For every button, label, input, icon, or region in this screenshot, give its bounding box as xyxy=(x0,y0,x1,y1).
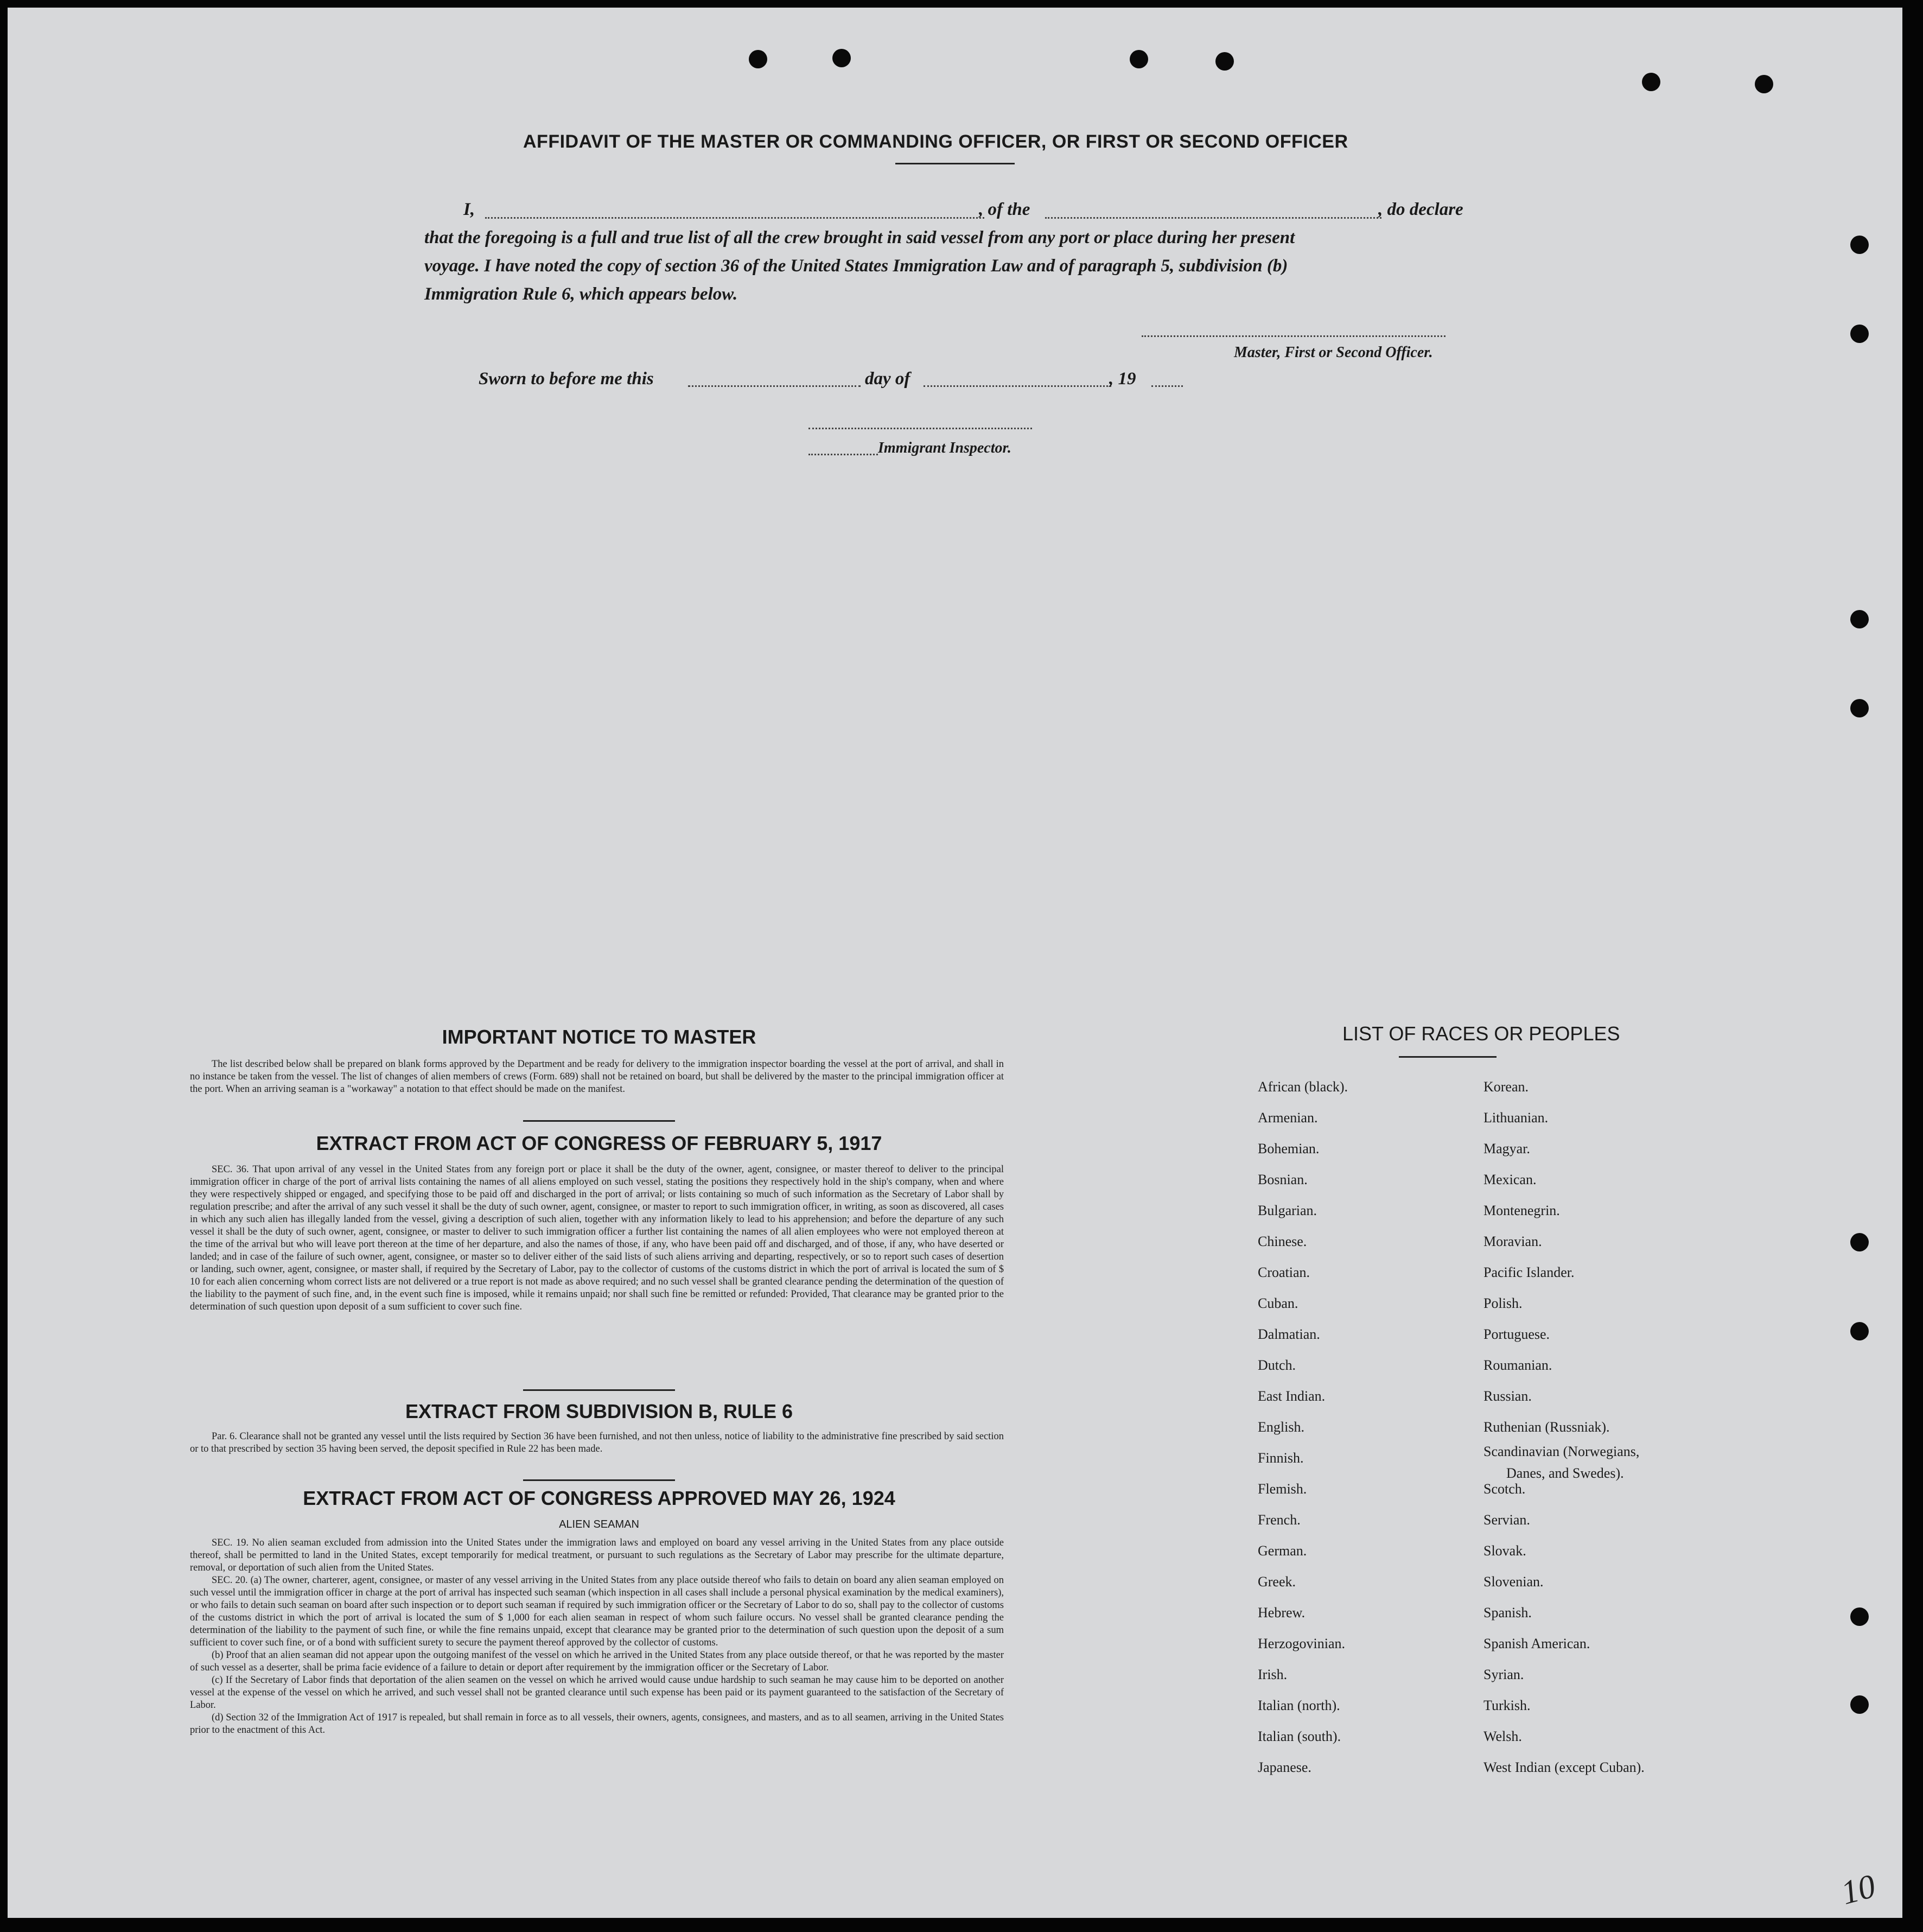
inspector-label: Immigrant Inspector. xyxy=(878,440,1011,456)
punch-hole xyxy=(1755,75,1773,93)
punch-hole xyxy=(1850,1233,1869,1251)
race-item: Welsh. xyxy=(1483,1728,1522,1744)
sworn-year-blank[interactable] xyxy=(1151,385,1183,387)
sworn-day-blank[interactable] xyxy=(688,385,861,387)
affidavit-body-1: that the foregoing is a full and true list of all the crew brought in said vessel from any port or place during her present xyxy=(424,228,1295,247)
race-item: German. xyxy=(1258,1543,1307,1559)
punch-hole xyxy=(1850,325,1869,343)
divider xyxy=(523,1120,675,1122)
race-item: Portuguese. xyxy=(1483,1326,1550,1342)
race-item: Croatian. xyxy=(1258,1264,1310,1280)
affidavit-i-label: I, xyxy=(463,200,475,219)
extract-1924-title: EXTRACT FROM ACT OF CONGRESS APPROVED MAY 26, 1924 xyxy=(303,1487,895,1509)
race-item: East Indian. xyxy=(1258,1388,1326,1404)
race-item: Ruthenian (Russniak). xyxy=(1483,1419,1610,1435)
race-item: Greek. xyxy=(1258,1574,1296,1590)
race-item: Hebrew. xyxy=(1258,1605,1306,1620)
master-signature-label: Master, First or Second Officer. xyxy=(1234,344,1433,361)
sec-20d: (d) Section 32 of the Immigration Act of 1917 is repealed, but shall remain in force as to all vessels, their owners, agents, consignees, and masters, and as to all seamen, arriving in the United States prior to the enactment of this Act. xyxy=(190,1712,1004,1736)
punch-hole xyxy=(1850,610,1869,628)
race-item: Cuban. xyxy=(1258,1295,1298,1311)
race-item: Syrian. xyxy=(1483,1667,1524,1682)
race-item: Servian. xyxy=(1483,1512,1530,1528)
punch-hole xyxy=(1130,50,1148,68)
punch-hole xyxy=(1850,699,1869,717)
extract-1924-text xyxy=(190,1537,1004,1737)
race-item: Korean. xyxy=(1483,1079,1529,1095)
sworn-label: Sworn to before me this xyxy=(479,369,654,389)
year-prefix: , 19 xyxy=(1109,369,1136,389)
race-item: English. xyxy=(1258,1419,1304,1435)
extract-1917-title: EXTRACT FROM ACT OF CONGRESS OF FEBRUARY 5, 1917 xyxy=(316,1132,882,1154)
punch-hole xyxy=(1850,236,1869,254)
race-item: Flemish. xyxy=(1258,1481,1307,1497)
race-item: Spanish. xyxy=(1483,1605,1532,1620)
race-item: Moravian. xyxy=(1483,1234,1542,1249)
extract-rule6-text: Par. 6. Clearance shall not be granted any vessel until the lists required by Section 36 have been furnished, and not then unless, notice of liability to the administrative fine prescribed by said section or to that prescribed by section 35 having been served, the deposit specified in Rule 22 has been made. xyxy=(190,1431,1004,1454)
affidavit-body-3: Immigration Rule 6, which appears below. xyxy=(424,284,738,304)
race-item: French. xyxy=(1258,1512,1301,1528)
punch-hole xyxy=(749,50,767,68)
punch-hole xyxy=(1850,1607,1869,1626)
race-item: Herzogovinian. xyxy=(1258,1636,1346,1651)
divider xyxy=(523,1479,675,1481)
punch-hole xyxy=(1850,1695,1869,1714)
race-item: Italian (south). xyxy=(1258,1728,1341,1744)
race-item: Chinese. xyxy=(1258,1234,1307,1249)
punch-hole xyxy=(832,49,851,67)
race-item: Scandinavian (Norwegians, xyxy=(1483,1444,1640,1459)
race-item: Irish. xyxy=(1258,1667,1288,1682)
sec-20c: (c) If the Secretary of Labor finds that deportation of the alien seamen on the vessel on which he arrived would cause undue hardship to such seaman he may cause him to be deported on another vessel at the expense of the vessel on which he arrived, and such vessel shall not be granted clearance until such expense has been paid or its payment guaranteed to the satisfaction of the Secretary of Labor. xyxy=(190,1675,1004,1711)
race-item: Turkish. xyxy=(1483,1698,1531,1713)
sec-20b: (b) Proof that an alien seaman did not appear upon the outgoing manifest of the vessel on which he arrived in the United States from any place outside thereof, or that he was reported by the master of such vessel as a deserter, shall be prima facie evidence of a failure to detain or deport after requirement by the immigration officer or the Secretary of Labor. xyxy=(190,1650,1004,1673)
race-item: Italian (north). xyxy=(1258,1698,1340,1713)
affidavit-do-declare: , do declare xyxy=(1378,200,1463,219)
extract-1924-subtitle: ALIEN SEAMAN xyxy=(559,1518,639,1530)
race-item: Bulgarian. xyxy=(1258,1203,1317,1218)
race-item: Japanese. xyxy=(1258,1759,1311,1775)
race-item: Slovenian. xyxy=(1483,1574,1544,1590)
races-title: LIST OF RACES OR PEOPLES xyxy=(1342,1022,1620,1045)
race-item: Pacific Islander. xyxy=(1483,1264,1575,1280)
notice-title: IMPORTANT NOTICE TO MASTER xyxy=(442,1026,756,1048)
sec-20a: SEC. 20. (a) The owner, charterer, agent, consignee, or master of any vessel arriving in the United States from any place outside thereof who fails to detain on board any alien seaman employed on such vessel until the immigration officer in charge at the port of arrival has inspected such seaman (which inspection in all cases shall include a personal physical examination by the medical examiners), or who fails to detain such seaman on board after such inspection or to deport such seaman if required by such immigration officer or the Secretary of Labor to do so, shall pay to the collector of customs of the customs district in which the port of arrival is located the sum of $ 1,000 for each alien seaman in respect of whom such failure occurs. No vessel shall be granted clearance pending the determination of the liability to the payment of such fine, or while the fine remains unpaid, except that clearance may be granted prior to the determination of such question upon the deposit of a sum sufficient to cover such fine, or of a bond with sufficient surety to secure the payment thereof approved by the collector of customs. xyxy=(190,1575,1004,1648)
race-item: Slovak. xyxy=(1483,1543,1526,1559)
sworn-month-blank[interactable] xyxy=(924,385,1111,387)
race-item: Polish. xyxy=(1483,1295,1523,1311)
race-item: Dutch. xyxy=(1258,1357,1296,1373)
divider xyxy=(895,163,1015,164)
race-item: Russian. xyxy=(1483,1388,1532,1404)
vessel-blank[interactable] xyxy=(1045,217,1381,219)
notice-text: The list described below shall be prepared on blank forms approved by the Department and be ready for delivery to the immigration inspector boarding the vessel at the port of arrival, and shall in no instance be taken from the vessel. The list of changes of alien members of crews (Form. 689) shall not be retained on board, but shall be delivered by the master to the principal immigration officer at the port. When an arriving seaman is a "workaway" a notation to that effect should be made on the manifest. xyxy=(190,1059,1004,1095)
race-item: Finnish. xyxy=(1258,1450,1304,1466)
race-item-continuation: Danes, and Swedes). xyxy=(1506,1465,1624,1481)
sec-19: SEC. 19. No alien seaman excluded from admission into the United States under the immigration laws and employed on board any vessel arriving in the United States from any place outside thereof, shall be permitted to land in the United States, except temporarily for medical treatment, or pursuant to such regulations as the Secretary of Labor may prescribe for the ultimate departure, removal, or deportation of such alien from the United States. xyxy=(190,1537,1004,1573)
race-item: Roumanian. xyxy=(1483,1357,1552,1373)
race-item: Dalmatian. xyxy=(1258,1326,1320,1342)
race-item: African (black). xyxy=(1258,1079,1348,1095)
race-item: Bosnian. xyxy=(1258,1172,1308,1187)
race-item: West Indian (except Cuban). xyxy=(1483,1759,1645,1775)
race-item: Montenegrin. xyxy=(1483,1203,1560,1218)
race-item: Scotch. xyxy=(1483,1481,1526,1497)
affidavit-body-2: voyage. I have noted the copy of section 36 of the United States Immigration Law and of paragraph 5, subdivision (b) xyxy=(424,256,1288,276)
name-blank[interactable] xyxy=(485,217,984,219)
race-item: Magyar. xyxy=(1483,1141,1530,1156)
inspector-lead-dots xyxy=(808,454,878,455)
race-item: Armenian. xyxy=(1258,1110,1318,1126)
master-signature-line[interactable] xyxy=(1142,335,1446,337)
divider xyxy=(1399,1056,1497,1058)
inspector-signature-line[interactable] xyxy=(808,428,1032,429)
punch-hole xyxy=(1850,1322,1869,1340)
affidavit-of-the: , of the xyxy=(979,200,1030,219)
race-item: Spanish American. xyxy=(1483,1636,1590,1651)
extract-rule6-title: EXTRACT FROM SUBDIVISION B, RULE 6 xyxy=(405,1400,793,1422)
race-item: Lithuanian. xyxy=(1483,1110,1549,1126)
race-item: Mexican. xyxy=(1483,1172,1537,1187)
handwritten-page-number: 10 xyxy=(1837,1867,1880,1912)
document-sheet xyxy=(8,8,1902,1918)
affidavit-title: AFFIDAVIT OF THE MASTER OR COMMANDING OFFICER, OR FIRST OR SECOND OFFICER xyxy=(523,131,1348,152)
divider xyxy=(523,1389,675,1391)
punch-hole xyxy=(1215,52,1234,71)
day-of-label: day of xyxy=(865,369,910,389)
punch-hole xyxy=(1642,73,1660,91)
race-item: Bohemian. xyxy=(1258,1141,1320,1156)
extract-1917-text: SEC. 36. That upon arrival of any vessel in the United States from any foreign port or place it shall be the duty of the owner, agent, consignee, or master thereof to deliver to the principal immigration officer in charge of the port of arrival lists containing the names of all aliens employed on such vessel, stating the positions they respectively hold in the ship's company, when and where they were respectively shipped or engaged, and specifying those to be paid off and discharged in the port of arrival; or lists containing so much of such information as the Secretary of Labor shall by regulation prescribe; and after the arrival of any such vessel it shall be the duty of such owner, agent, consignee, or master to report to such immigration officer, in writing, as soon as discovered, all cases in which any such alien has illegally landed from the vessel, giving a description of such alien, together with any information likely to lead to his apprehension; and before the departure of any such vessel it shall be the duty of such owner, agent, consignee, or master to deliver to such immigration officer a further list containing the names of all alien employees who were not employed thereon at the time of the arrival but who will leave port thereon at the time of her departure, and also the names of those, if any, who have been paid off and discharged, and of those, if any, who have deserted or landed; and in case of the failure of such owner, agent, consignee, or master so to deliver either of the said lists of such aliens arriving and departing, respectively, or so to report such cases of desertion or landing, such owner, agent, consignee, or master shall, if required by the Secretary of Labor, pay to the collector of customs of the customs district in which the port of arrival is located the sum of $ 10 for each alien concerning whom correct lists are not delivered or a true report is not made as above required; and no such vessel shall be granted clearance pending the determination of the question of the liability to the payment of such fine, and, in the event such fine is imposed, while it remains unpaid; nor shall such fine be remitted or refunded: Provided, That clearance may be granted prior to the determination of such question upon deposit of a sum sufficient to cover such fine. xyxy=(190,1164,1004,1312)
